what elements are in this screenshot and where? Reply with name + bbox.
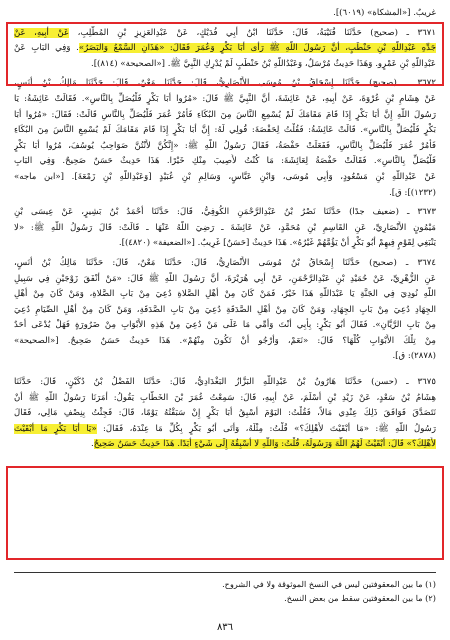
highlighted-text: «يَا أَبَا بَكْرٍ مَا أَبْقَيْتَ (14, 423, 97, 434)
hadith-3675 (14, 375, 436, 453)
header-line: غريبٌ. [«المشكاة» (٦٠١٩)]. (333, 8, 436, 18)
text-segment: ٣٦٧٥ ـ (حسن) حَدَّثَنَا هَارُونُ بْنُ عَبْدِاللَّهِ البَزَّازُ البَغْدَادِيُّ، قَالَ: حَدَّثَنَا الفَضْلُ بْنُ دُكَيْنٍ، قَالَ: حَدَّثَنَا (14, 377, 436, 388)
highlight-box-3675 (6, 466, 444, 560)
text-segment: عَنْ عَبْدِاللَّهِ بْنِ مَسْعُودٍ، وَأَبِي مُوسَى، وَابْنِ عَبَّاسٍ، وَسَالِمِ بْنِ عُبَيْدٍ [وَعَبْدِاللَّهِ بْنِ زَمْعَةَ]. [«ابن ماجه» (14, 171, 436, 182)
text-line (14, 391, 436, 407)
text-segment: يَنْبَغِي لِقَوْمٍ فِيهِمْ أَبُو بَكْرٍ أَنْ يَؤُمَّهُمْ غَيْرُهُ». هَذَا حَدِيثٌ [حَسَنٌ] غَرِيبٌ. [«الضعيفة» (٤٨٢٠)]. (118, 238, 436, 249)
text-line (14, 186, 436, 202)
hadith-3673 (14, 205, 436, 252)
text-segment: عَبْدِاللَّهِ بْنِ عَمْرٍو. وَهَذَا حَدِيثٌ مُرْسَلٌ، وَعَبْدُاللَّهِ بْنُ حَنْطَبٍ لَمْ يُدْرِكِ النَّبِيَّ ﷺ. [«الصحيحة» (٨١٤)]. (90, 58, 436, 69)
text-line (14, 221, 436, 237)
text-line (14, 375, 436, 391)
page-number: ٨٣٦ (216, 622, 234, 633)
text-segment: رَسُولُ اللَّهِ ﷺ: «مَا أَبْقَيْتَ لأَهْلِكَ؟» قُلْتُ: مِثْلَهُ، وَأَتَى أَبُو بَكْرٍ بِكُلِّ مَا عِنْدَهُ، فَقَالَ: (96, 423, 436, 434)
hadith-list (14, 26, 436, 453)
text-segment: ٣٦٧٢ ـ (صحيح) حَدَّثَنَا إِسْحَاقُ بْنُ مُوسَى الأَنْصَارِيُّ، قَالَ: حَدَّثَنَا مَعْنٌ، قَالَ: حَدَّثَنَا مَالِكُ بْنُ أَنَسٍ، (14, 78, 436, 89)
text-line (14, 272, 436, 288)
footnote: (٢) ما بين المعقوفتين سقط من بعض النسخ. (284, 593, 436, 603)
text-segment: . وَفِي البَابِ عَنْ (14, 43, 79, 54)
text-segment: فَلْيُصَلِّ بِالنَّاسِ». فَقَالَتْ حَفْصَةُ لِعَائِشَةَ: مَا كُنْتُ لأُصِيبَ مِنْكِ خَيْرًا. هَذَا حَدِيثٌ حَسَنٌ صَحِيحٌ. وَفِي البَابِ (14, 156, 436, 167)
highlight-box-3671 (6, 22, 444, 89)
text-segment: مِنْ تِلْكَ الأَبْوَابِ كُلِّهَا؟ قَالَ: «نَعَمْ، وَأَرْجُو أَنْ تَكُونَ مِنْهُمْ». هَذَا حَدِيثٌ حَسَنٌ صَحِيحٌ. [«الصحيحة» (14, 335, 436, 346)
text-segment: ٣٦٧٣ ـ (ضعيف جدًا) حَدَّثَنَا نَصْرُ بْنُ عَبْدِالرَّحْمَنِ الكُوفِيُّ، قَالَ: حَدَّثَنَا أَحْمَدُ بْنُ بَشِيرٍ، عَنْ عِيسَى بْنِ (14, 207, 436, 218)
text-line (14, 318, 436, 334)
highlighted-text: لأَهْلِكَ؟» قَالَ: أَبْقَيْتُ لَهُمُ اللَّهَ وَرَسُولَهُ، قُلْتُ: وَاللَّهِ لا أَسْبِقُهُ إِلَى شَيْءٍ أَبَدًا. هَذَا حَدِيثٌ حَسَنٌ صَحِيحٌ (93, 439, 436, 450)
footnotes (14, 572, 436, 605)
text-segment: بَكْرٍ فَلْيُصَلِّ بِالنَّاسِ». قَالَتْ عَائِشَةُ: فَقُلْتُ لِحَفْصَةَ: قُولِي لَهُ: إِنَّ أَبَا بَكْرٍ إِذَا قَامَ مَقَامَكَ لَمْ يُسْمِعِ النَّاسَ مِنَ البُكَاءِ (14, 125, 436, 136)
text-segment: (١٢٣٢)]: ق]. (389, 187, 436, 198)
text-line (14, 123, 436, 139)
text-segment: هِشَامُ بْنُ سَعْدٍ، عَنْ زَيْدِ بْنِ أَسْلَمَ، عَنْ أَبِيهِ، قَالَ: سَمِعْتُ عُمَرَ بْنَ الخَطَّابِ يَقُولُ: أَمَرَنَا رَسُولُ اللَّهِ ﷺ أَنْ (14, 392, 436, 403)
text-segment: . (90, 439, 94, 450)
text-segment: عَنْ هِشَامِ بْنِ عُرْوَةَ، عَنْ أَبِيهِ، عَنْ عَائِشَةَ، أَنَّ النَّبِيَّ ﷺ قَالَ: «مُرُوا أَبَا بَكْرٍ فَلْيُصَلِّ بِالنَّاسِ». فَقَالَتْ عَائِشَةُ: يَا (14, 93, 436, 104)
text-segment: الجِهَادِ دُعِيَ مِنْ بَابِ الجِهَادِ، وَمَنْ كَانَ مِنْ أَهْلِ الصَّدَقَةِ دُعِيَ مِنْ بَابِ الصَّدَقَةِ، وَمَنْ كَانَ مِنْ أَهْلِ الصِّيَامِ دُعِيَ (14, 304, 436, 315)
footnote: (١) ما بين المعقوفتين ليس في النسخ الموثوقة ولا في الشروح. (222, 579, 436, 589)
text-line (14, 92, 436, 108)
text-line (14, 303, 436, 319)
hadith-3672 (14, 76, 436, 201)
text-line (14, 236, 436, 252)
highlighted-text: جَدِّهِ عَبْدِاللَّهِ بْنِ حَنْطَبٍ، أَنَّ رَسُولَ اللَّهِ ﷺ رَأَى أَبَا بَكْرٍ وَعُمَرَ فَقَالَ: «هَذَانِ السَّمْعُ وَالبَصَرُ» (78, 43, 436, 54)
text-line (14, 422, 436, 438)
text-segment: مِنْ بَابِ الرَّيَّانِ». فَقَالَ أَبُو بَكْرٍ: بِأَبِي أَنْتَ وَأُمِّي مَا عَلَى مَنْ دُعِيَ مِنْ هَذِهِ الأَبْوَابِ مِنْ ضَرُورَةٍ فَهَلْ يُدْعَى أَحَدٌ (14, 320, 436, 331)
text-line (14, 256, 436, 272)
text-line (14, 154, 436, 170)
text-line (14, 205, 436, 221)
text-line (14, 108, 436, 124)
text-line (14, 287, 436, 303)
text-segment: فَأْمُرْ عُمَرَ فَلْيُصَلِّ بِالنَّاسِ، فَفَعَلَتْ حَفْصَةُ، فَقَالَ رَسُولُ اللَّهِ ﷺ: «إِنَّكُنَّ لأَنْتُنَّ صَوَاحِبُ يُوسُفَ، مُرُوا أَبَا بَكْرٍ (14, 140, 436, 151)
text-line (14, 334, 436, 350)
highlighted-text: عَنْ أَبِيهِ، عَنْ (14, 27, 70, 38)
text-segment: مَيْمُونٍ الأَنْصَارِيِّ، عَنِ القَاسِمِ بْنِ مُحَمَّدٍ، عَنْ عَائِشَةَ ـ رَضِيَ اللَّهُ عَنْهَا ـ قَالَتْ: قَالَ رَسُولُ اللَّهِ ﷺ: «لا (14, 222, 436, 233)
text-segment: اللَّهِ نُودِيَ فِي الجَنَّةِ يَا عَبْدَاللَّهِ هَذَا خَيْرٌ، فَمَنْ كَانَ مِنْ أَهْلِ الصَّلاةِ دُعِيَ مِنْ بَابِ الصَّلاةِ، وَمَنْ كَانَ مِنْ أَهْلِ (14, 289, 436, 300)
text-segment: ٣٦٧٤ ـ (صحيح) حَدَّثَنَا إِسْحَاقُ بْنُ مُوسَى الأَنْصَارِيُّ، قَالَ: حَدَّثَنَا مَعْنٌ، قَالَ: حَدَّثَنَا مَالِكُ بْنُ أَنَسٍ، (14, 257, 436, 268)
text-line (14, 170, 436, 186)
text-line (14, 349, 436, 365)
text-line (14, 406, 436, 422)
hadith-3674 (14, 256, 436, 365)
text-segment: ٣٦٧١ ـ (صحيح) حَدَّثَنَا قُتَيْبَةُ، قَالَ: حَدَّثَنَا ابْنُ أَبِي فُدَيْكٍ، عَنْ عَبْدِالعَزِيزِ بْنِ المُطَّلِبِ، (69, 27, 436, 38)
text-segment: عَنِ الزُّهْرِيِّ، عَنْ حُمَيْدِ بْنِ عَبْدِالرَّحْمَنِ، عَنْ أَبِي هُرَيْرَةَ، أَنَّ رَسُولَ اللَّهِ ﷺ قَالَ: «مَنْ أَنْفَقَ زَوْجَيْنِ فِي سَبِيلِ (14, 273, 436, 284)
text-segment: نَتَصَدَّقَ فَوَافَقَ ذَلِكَ عِنْدِي مَالاً، فَقُلْتُ: اليَوْمَ أَسْبِقُ أَبَا بَكْرٍ إِنْ سَبَقْتُهُ يَوْمًا، قَالَ: فَجِئْتُ بِنِصْفِ مَالِي، فَقَالَ (14, 408, 436, 419)
text-segment: رَسُولَ اللَّهِ إِنَّ أَبَا بَكْرٍ إِذَا قَامَ مَقَامَكَ لَمْ يُسْمِعِ النَّاسَ مِنَ البُكَاءِ فَأْمُرْ عُمَرَ فَلْيُصَلِّ بِالنَّاسِ قَالَتْ: فَقَالَ: «مُرُوا أَبَا (14, 109, 436, 120)
text-line (14, 437, 436, 453)
text-line (14, 139, 436, 155)
text-segment: (٢٨٧٨): ق]. (392, 351, 436, 362)
